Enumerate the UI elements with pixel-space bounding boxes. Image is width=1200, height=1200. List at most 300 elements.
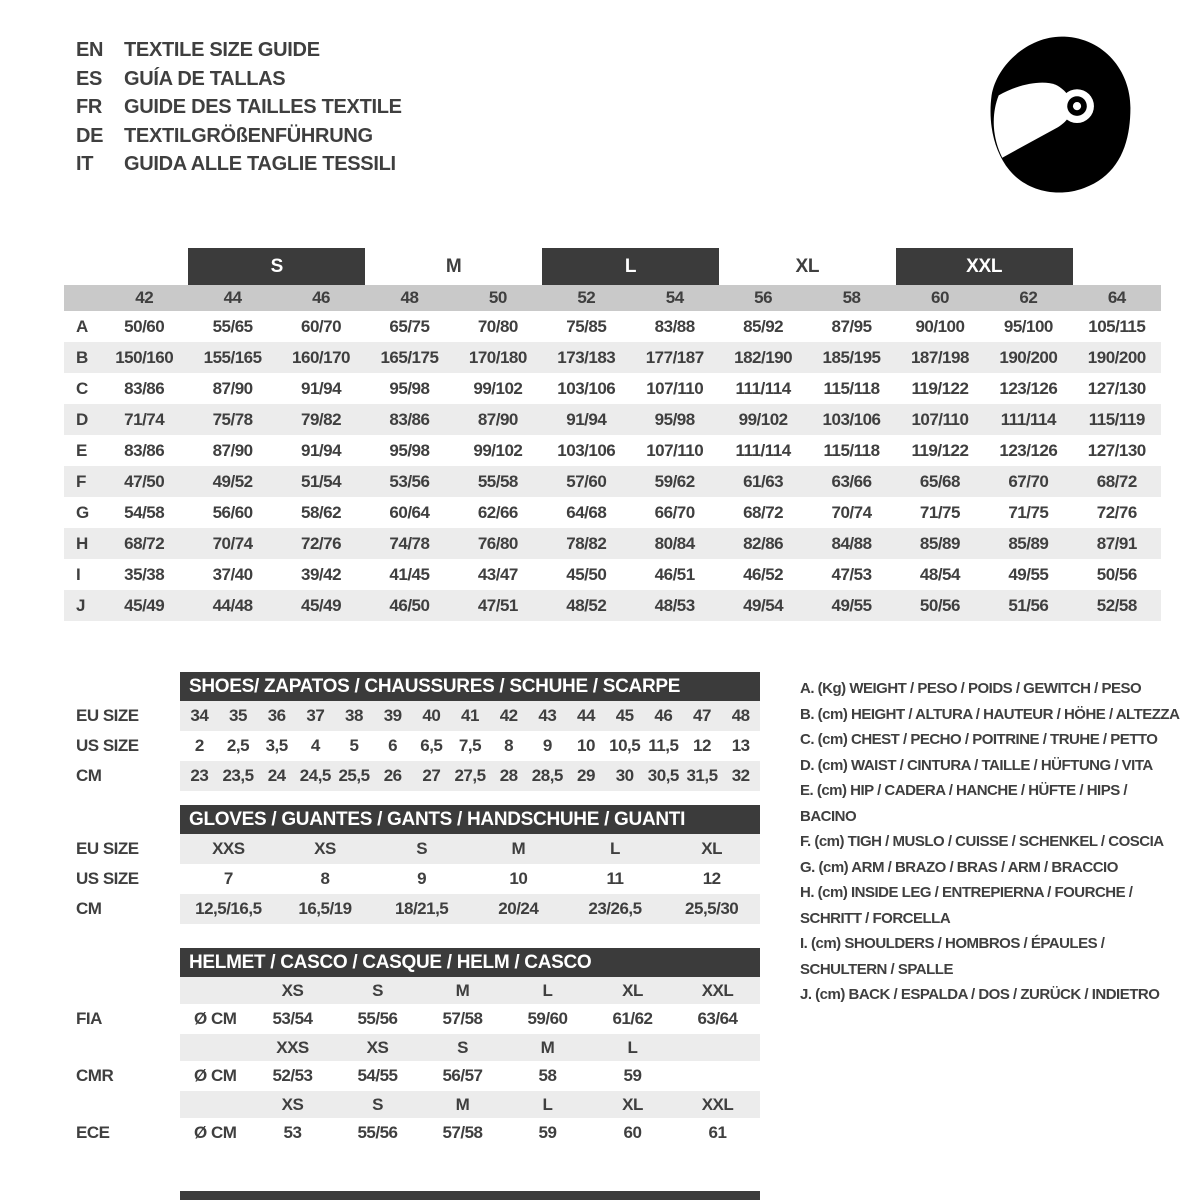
- size-value: 40: [422, 706, 441, 725]
- size-value: 85/89: [1008, 533, 1049, 553]
- textile-size-table: [64, 248, 1161, 621]
- size-value: 5: [349, 736, 359, 755]
- language-title: GUIDE DES TAILLES TEXTILE: [124, 96, 402, 118]
- row-letter: D: [76, 409, 89, 429]
- size-row: [180, 731, 760, 761]
- size-value: 83/86: [124, 440, 165, 460]
- size-value: 10,5: [609, 736, 641, 755]
- helmet-size: M: [540, 1037, 555, 1057]
- legend-item: B. (cm) HEIGHT / ALTURA / HAUTEUR / HÖHE / ALTEZZA: [800, 705, 1180, 723]
- size-value: 48/53: [654, 595, 695, 615]
- legend-item: H. (cm) INSIDE LEG / ENTREPIERNA / FOURCHE / SCHRITT / FORCELLA: [800, 884, 1133, 927]
- size-value: XL: [701, 839, 723, 858]
- size-value: 103/106: [557, 440, 616, 460]
- row-letter: J: [76, 595, 86, 615]
- size-value: 111/114: [735, 378, 791, 398]
- size-value: 35/38: [124, 564, 165, 584]
- size-value: 71/75: [919, 502, 960, 522]
- size-value: 165/175: [380, 347, 439, 367]
- row-letter: I: [76, 564, 81, 584]
- diameter-unit: Ø CM: [194, 1066, 237, 1085]
- size-value: 39: [383, 706, 402, 725]
- size-value: 47/53: [831, 564, 872, 584]
- language-row: [76, 36, 402, 65]
- size-value: 31,5: [686, 766, 718, 785]
- size-value: 29: [577, 766, 595, 785]
- size-value: 60/70: [301, 316, 342, 336]
- size-value: 68/72: [124, 533, 165, 553]
- size-value: 46/51: [654, 564, 695, 584]
- size-value: 58/62: [301, 502, 342, 522]
- size-value: 70/74: [831, 502, 872, 522]
- size-number: 42: [135, 288, 154, 307]
- size-value: 12,5/16,5: [195, 899, 262, 918]
- size-value: 123/126: [999, 440, 1058, 460]
- helmet-size: XS: [281, 1094, 304, 1114]
- size-value: 23/26,5: [588, 899, 642, 918]
- helmet-size: XXS: [276, 1037, 309, 1057]
- shoes-row-labels: [76, 701, 139, 791]
- size-group-l: L: [542, 248, 719, 285]
- helmet-value-row: [180, 1118, 760, 1148]
- gloves-table: [180, 805, 760, 924]
- measure-row-d: [64, 404, 1161, 435]
- helmet-value: 53/54: [272, 1009, 313, 1028]
- helmet-section-header: HELMET / CASCO / CASQUE / HELM / CASCO: [180, 948, 760, 977]
- size-value: 45/49: [124, 595, 165, 615]
- size-value: 24,5: [299, 766, 331, 785]
- size-value: 56/60: [212, 502, 253, 522]
- measurement-legend: [800, 676, 1180, 1008]
- legend-item: E. (cm) HIP / CADERA / HANCHE / HÜFTE / HIPS / BACINO: [800, 782, 1128, 825]
- size-value: 6: [388, 736, 398, 755]
- size-value: 27: [422, 766, 441, 785]
- legend-item: F. (cm) TIGH / MUSLO / CUISSE / SCHENKEL / COSCIA: [800, 833, 1164, 850]
- size-value: 72/76: [1096, 502, 1137, 522]
- helmet-size: XL: [622, 1094, 643, 1114]
- size-value: 76/80: [477, 533, 518, 553]
- size-value: 16,5/19: [298, 899, 352, 918]
- size-number: 52: [577, 288, 596, 307]
- language-title-list: [76, 36, 402, 179]
- size-value: 91/94: [301, 378, 342, 398]
- size-value: 2: [194, 736, 204, 755]
- size-value: 70/74: [212, 533, 253, 553]
- size-value: 48/52: [566, 595, 607, 615]
- helmet-size: M: [455, 980, 470, 1000]
- measure-row-b: [64, 342, 1161, 373]
- row-letter: G: [76, 502, 90, 522]
- size-value: 71/74: [124, 409, 165, 429]
- legend-item: G. (cm) ARM / BRAZO / BRAS / ARM / BRACCIO: [800, 858, 1118, 876]
- size-value: 127/130: [1087, 378, 1146, 398]
- size-value: 23: [190, 766, 209, 785]
- size-value: 48: [731, 706, 750, 725]
- size-row: [180, 834, 760, 864]
- size-number: 56: [754, 288, 773, 307]
- size-value: 48/54: [919, 564, 960, 584]
- size-value: 47: [693, 706, 711, 725]
- size-value: 99/102: [738, 409, 788, 429]
- size-value: 72/76: [301, 533, 342, 553]
- size-value: 65/75: [389, 316, 430, 336]
- size-value: 34: [190, 706, 209, 725]
- row-letter: A: [76, 316, 89, 336]
- helmet-size: XS: [366, 1037, 389, 1057]
- gloves-section-header: GLOVES / GUANTES / GANTS / HANDSCHUHE / GUANTI: [180, 805, 760, 834]
- size-value: 18/21,5: [395, 899, 449, 918]
- size-value: 51/56: [1008, 595, 1049, 615]
- helmet-icon: [972, 26, 1150, 204]
- size-value: 43/47: [477, 564, 518, 584]
- standard-label-ece: ECE: [76, 1123, 110, 1142]
- language-row: [76, 93, 402, 122]
- size-value: 37: [306, 706, 325, 725]
- size-value: XS: [314, 839, 336, 858]
- helmet-size: S: [372, 1094, 383, 1114]
- helmet-size: XXL: [701, 980, 734, 1000]
- size-value: 52/58: [1096, 595, 1137, 615]
- size-value: 80/84: [654, 533, 695, 553]
- size-value: 170/180: [468, 347, 527, 367]
- helmet-size: L: [542, 980, 553, 1000]
- size-value: 12: [693, 736, 711, 755]
- size-value: 49/54: [743, 595, 784, 615]
- size-value: 41/45: [389, 564, 430, 584]
- size-value: 64/68: [566, 502, 607, 522]
- size-value: 49/55: [831, 595, 872, 615]
- size-value: 66/70: [654, 502, 695, 522]
- helmet-value: 59: [623, 1066, 642, 1085]
- size-value: 75/85: [566, 316, 607, 336]
- row-label: EU SIZE: [76, 839, 139, 858]
- size-value: 61/63: [743, 471, 784, 491]
- size-value: 115/119: [1088, 409, 1145, 429]
- helmet-standard-labels: [76, 977, 113, 1148]
- size-value: 49/52: [212, 471, 253, 491]
- size-value: 99/102: [473, 378, 523, 398]
- helmet-size: M: [455, 1094, 470, 1114]
- size-value: 46/52: [743, 564, 784, 584]
- size-value: 50/60: [124, 316, 165, 336]
- size-row: [180, 701, 760, 731]
- size-value: 39/42: [301, 564, 342, 584]
- size-value: 85/92: [743, 316, 784, 336]
- size-value: 160/170: [292, 347, 350, 367]
- legend-item: C. (cm) CHEST / PECHO / POITRINE / TRUHE / PETTO: [800, 731, 1158, 748]
- helmet-size-row: [180, 1091, 760, 1118]
- size-value: 70/80: [477, 316, 518, 336]
- size-value: 87/95: [831, 316, 872, 336]
- size-value: 45: [615, 706, 634, 725]
- size-value: 67/70: [1008, 471, 1049, 491]
- language-code: FR: [76, 96, 103, 118]
- size-value: 24: [267, 766, 286, 785]
- size-value: 55/65: [212, 316, 253, 336]
- size-value: 30,5: [647, 766, 679, 785]
- size-value: 28,5: [531, 766, 563, 785]
- legend-item: I. (cm) SHOULDERS / HOMBROS / ÉPAULES / SCHULTERN / SPALLE: [800, 935, 1105, 978]
- size-value: 83/88: [654, 316, 695, 336]
- size-value: 6,5: [420, 736, 443, 755]
- size-value: 36: [267, 706, 286, 725]
- row-letter: F: [76, 471, 87, 491]
- size-value: 25,5/30: [685, 899, 739, 918]
- measure-row-f: [64, 466, 1161, 497]
- helmet-size: [675, 1034, 760, 1061]
- size-value: 65/68: [919, 471, 960, 491]
- size-value: L: [610, 839, 620, 858]
- size-value: 91/94: [301, 440, 342, 460]
- size-number: 60: [930, 288, 949, 307]
- language-code: IT: [76, 153, 94, 175]
- cropped-next-section-bar: [180, 1191, 760, 1200]
- size-group-m: M: [445, 255, 462, 277]
- size-value: 11: [606, 869, 624, 888]
- language-title: TEXTILE SIZE GUIDE: [124, 39, 320, 61]
- helmet-size: S: [457, 1037, 468, 1057]
- gloves-row-labels: [76, 834, 139, 924]
- helmet-value: 59: [538, 1123, 557, 1142]
- helmet-size: XL: [622, 980, 643, 1000]
- language-row: [76, 150, 402, 179]
- size-value: 185/195: [822, 347, 881, 367]
- size-value: 46/50: [389, 595, 430, 615]
- size-value: 75/78: [212, 409, 253, 429]
- size-value: 68/72: [743, 502, 784, 522]
- row-letter: B: [76, 347, 89, 367]
- size-value: 83/86: [124, 378, 165, 398]
- language-row: [76, 122, 402, 151]
- size-value: 63/66: [831, 471, 872, 491]
- size-value: 78/82: [566, 533, 607, 553]
- row-letter: H: [76, 533, 89, 553]
- language-title: GUÍA DE TALLAS: [124, 67, 286, 90]
- size-value: 127/130: [1087, 440, 1146, 460]
- shoes-table: [180, 672, 760, 791]
- size-value: 107/110: [911, 409, 969, 429]
- size-value: 103/106: [557, 378, 616, 398]
- size-value: 111/114: [1000, 409, 1056, 429]
- helmet-size: S: [372, 980, 383, 1000]
- size-row: [180, 894, 760, 924]
- size-number: 54: [665, 288, 684, 307]
- size-value: 55/58: [477, 471, 518, 491]
- size-row: [180, 864, 760, 894]
- measure-row-c: [64, 373, 1161, 404]
- size-value: 44/48: [212, 595, 253, 615]
- size-group-xl: XL: [795, 255, 820, 277]
- helmet-value: 55/56: [357, 1009, 398, 1028]
- helmet-value: 63/64: [697, 1009, 738, 1028]
- helmet-value: 52/53: [272, 1066, 313, 1085]
- language-code: EN: [76, 39, 104, 61]
- size-number: 46: [312, 288, 330, 307]
- helmet-value: 56/57: [442, 1066, 483, 1085]
- size-number: 44: [223, 288, 242, 307]
- size-value: 111/114: [735, 440, 791, 460]
- language-code: ES: [76, 67, 103, 90]
- empty-cell: [180, 1034, 250, 1061]
- size-value: 8: [320, 869, 330, 888]
- helmet-value: 60: [623, 1123, 642, 1142]
- helmet-value: 58: [538, 1066, 557, 1085]
- size-value: 107/110: [646, 378, 704, 398]
- shoes-section-header: SHOES/ ZAPATOS / CHAUSSURES / SCHUHE / SCARPE: [180, 672, 760, 701]
- size-value: 177/187: [645, 347, 704, 367]
- size-value: 23,5: [222, 766, 254, 785]
- helmet-value: [675, 1061, 760, 1091]
- size-value: 53/56: [389, 471, 430, 491]
- spacer: [76, 1091, 113, 1118]
- legend-item: J. (cm) BACK / ESPALDA / DOS / ZURÜCK / INDIETRO: [800, 986, 1160, 1003]
- row-label: EU SIZE: [76, 706, 139, 725]
- size-value: 68/72: [1096, 471, 1137, 491]
- size-value: 43: [538, 706, 557, 725]
- size-value: 44: [577, 706, 595, 725]
- helmet-value: 54/55: [357, 1066, 398, 1085]
- size-value: 83/86: [389, 409, 430, 429]
- size-value: 57/60: [566, 471, 607, 491]
- size-value: 155/165: [203, 347, 262, 367]
- size-value: 41: [461, 706, 479, 725]
- size-value: 7: [223, 869, 233, 888]
- size-value: 79/82: [301, 409, 342, 429]
- size-group-xxl: XXL: [896, 248, 1073, 285]
- size-value: 35: [229, 706, 247, 725]
- size-value: 95/100: [1003, 316, 1053, 336]
- size-value: 50/56: [1096, 564, 1137, 584]
- row-label: US SIZE: [76, 869, 139, 888]
- size-value: 105/115: [1088, 316, 1146, 336]
- helmet-size-row: [180, 1034, 760, 1061]
- size-value: 46: [654, 706, 673, 725]
- size-value: 32: [731, 766, 750, 785]
- language-title: TEXTILGRÖßENFÜHRUNG: [124, 124, 373, 147]
- measure-row-i: [64, 559, 1161, 590]
- row-letter: E: [76, 440, 88, 460]
- helmet-value-row: [180, 1004, 760, 1034]
- size-value: 87/90: [212, 440, 253, 460]
- size-value: 87/90: [212, 378, 253, 398]
- size-value: 9: [542, 736, 552, 755]
- size-number-row: [64, 285, 1161, 311]
- size-value: 87/91: [1096, 533, 1137, 553]
- measure-row-e: [64, 435, 1161, 466]
- size-value: 45/49: [301, 595, 342, 615]
- helmet-size: XXL: [701, 1094, 734, 1114]
- empty-cell: [180, 1091, 250, 1118]
- size-value: 11,5: [648, 736, 679, 755]
- size-value: 2,5: [226, 736, 250, 755]
- size-number: 62: [1019, 288, 1038, 307]
- size-value: 95/98: [389, 440, 430, 460]
- diameter-unit: Ø CM: [194, 1123, 237, 1142]
- measure-row-h: [64, 528, 1161, 559]
- language-code: DE: [76, 124, 104, 147]
- size-value: 42: [499, 706, 518, 725]
- size-value: 12: [702, 869, 721, 888]
- size-value: 25,5: [338, 766, 370, 785]
- size-group-header-row: [64, 248, 1161, 285]
- size-value: 190/200: [1087, 347, 1146, 367]
- size-number: 50: [488, 288, 507, 307]
- size-value: 182/190: [734, 347, 793, 367]
- size-value: 4: [310, 736, 320, 755]
- size-value: 107/110: [646, 440, 704, 460]
- size-value: 115/118: [823, 440, 880, 460]
- size-value: 150/160: [115, 347, 174, 367]
- size-value: 7,5: [458, 736, 482, 755]
- measurement-rows: [64, 311, 1161, 621]
- size-value: 95/98: [654, 409, 695, 429]
- size-value: S: [416, 839, 428, 858]
- size-value: 38: [345, 706, 363, 725]
- size-value: 84/88: [831, 533, 872, 553]
- row-label: CM: [76, 766, 102, 785]
- size-value: 45/50: [566, 564, 607, 584]
- row-label: CM: [76, 899, 102, 918]
- size-value: 3,5: [265, 736, 288, 755]
- size-value: 62/66: [477, 502, 518, 522]
- spacer: [76, 977, 113, 1004]
- size-value: 90/100: [915, 316, 965, 336]
- size-value: 123/126: [999, 378, 1058, 398]
- measure-row-a: [64, 311, 1161, 342]
- helmet-value: 57/58: [442, 1123, 483, 1142]
- language-title: GUIDA ALLE TAGLIE TESSILI: [124, 153, 396, 175]
- standard-label-fia: FIA: [76, 1009, 102, 1028]
- helmet-value: 61: [708, 1123, 727, 1142]
- size-value: 173/183: [557, 347, 616, 367]
- size-value: 99/102: [473, 440, 523, 460]
- size-number: 48: [400, 288, 419, 307]
- helmet-value: 53: [283, 1123, 302, 1142]
- size-value: 9: [417, 869, 427, 888]
- size-value: 51/54: [301, 471, 342, 491]
- helmet-value-row: [180, 1061, 760, 1091]
- size-value: 103/106: [822, 409, 881, 429]
- spacer: [76, 1034, 113, 1061]
- size-value: 59/62: [654, 471, 695, 491]
- size-value: 37/40: [212, 564, 253, 584]
- size-number: 64: [1107, 288, 1126, 307]
- corner-spacer: [64, 285, 100, 311]
- helmet-value: 59/60: [527, 1009, 568, 1028]
- measure-row-g: [64, 497, 1161, 528]
- size-value: 54/58: [124, 502, 165, 522]
- size-value: 49/55: [1008, 564, 1049, 584]
- size-value: M: [511, 839, 526, 858]
- size-value: 13: [731, 736, 750, 755]
- size-value: 91/94: [566, 409, 607, 429]
- size-group-s: S: [188, 248, 365, 285]
- size-value: 47/50: [124, 471, 165, 491]
- legend-item: A. (Kg) WEIGHT / PESO / POIDS / GEWITCH / PESO: [800, 680, 1142, 697]
- size-value: 119/122: [911, 378, 969, 398]
- size-value: 95/98: [389, 378, 430, 398]
- size-value: 82/86: [743, 533, 784, 553]
- size-value: 10: [577, 736, 595, 755]
- size-value: 28: [499, 766, 518, 785]
- helmet-value: 55/56: [357, 1123, 398, 1142]
- standard-label-cmr: CMR: [76, 1066, 114, 1085]
- size-value: 26: [383, 766, 402, 785]
- size-value: 47/51: [477, 595, 518, 615]
- helmet-size-row: [180, 977, 760, 1004]
- language-row: [76, 65, 402, 94]
- size-value: 10: [509, 869, 528, 888]
